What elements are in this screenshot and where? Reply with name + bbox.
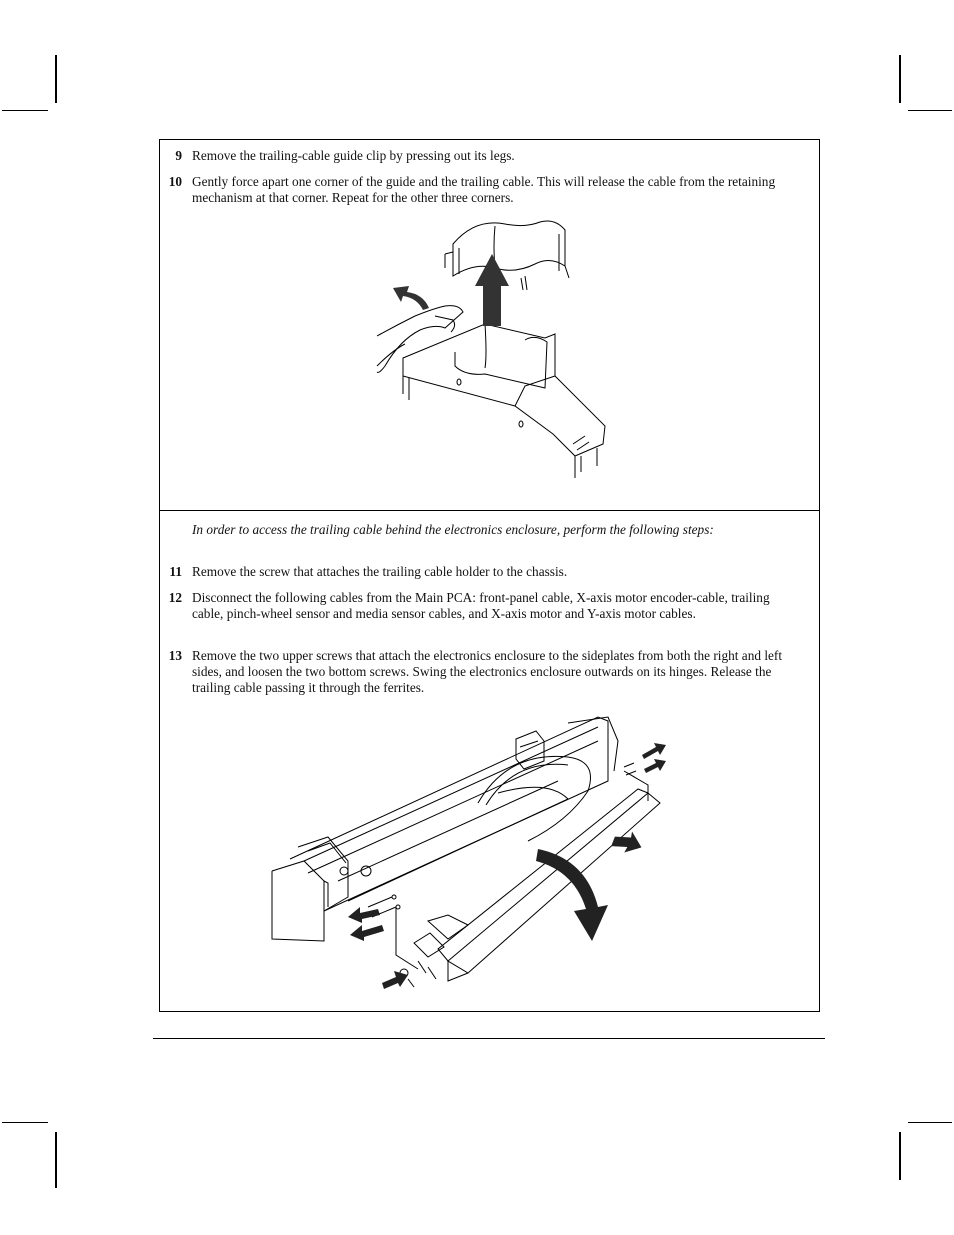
step-text: Remove the screw that attaches the trailing cable holder to the chassis. bbox=[192, 564, 568, 579]
intro-note: In order to access the trailing cable behind the electronics enclosure, perform the following steps: bbox=[192, 522, 714, 537]
step-text: Remove the two upper screws that attach the electronics enclosure to the sideplates from both the right and left sides, and loosen the two bottom screws. Swing the electronics enclosure outwards on its hinges. Release the trailing cable passing it through the ferrites. bbox=[192, 648, 783, 695]
step-number: 12 bbox=[168, 590, 182, 605]
crop-mark-bottom-left-vertical bbox=[55, 1132, 57, 1188]
procedure-box-2 bbox=[159, 510, 820, 1012]
step-text: Remove the trailing-cable guide clip by pressing out its legs. bbox=[192, 148, 515, 163]
crop-mark-bottom-right-vertical bbox=[899, 1132, 901, 1180]
crop-mark-bottom-right-horizontal bbox=[908, 1122, 952, 1123]
step-number: 11 bbox=[169, 564, 182, 579]
step-text: Gently force apart one corner of the guide and the trailing cable. This will release the cable from the retaining mechanism at that corner. Repeat for the other three corners. bbox=[192, 174, 776, 205]
step-number: 13 bbox=[168, 648, 182, 663]
procedure-box-1 bbox=[159, 139, 820, 511]
crop-mark-top-left-vertical bbox=[55, 55, 57, 103]
step-number: 9 bbox=[175, 148, 182, 163]
guide-clip-removal-illustration bbox=[375, 216, 615, 496]
crop-mark-top-right-vertical bbox=[899, 55, 901, 103]
crop-mark-bottom-left-horizontal bbox=[2, 1122, 48, 1123]
step-number: 10 bbox=[168, 174, 182, 189]
footer-rule bbox=[153, 1038, 825, 1039]
crop-mark-top-right-horizontal bbox=[908, 110, 952, 111]
step-text: Disconnect the following cables from the Main PCA: front-panel cable, X-axis motor encoder-cable, trailing cable, pinch-wheel sensor and media sensor cables, and X-axis motor and Y-axis motor cables. bbox=[192, 590, 770, 621]
electronics-enclosure-illustration bbox=[268, 711, 680, 1001]
crop-mark-top-left-horizontal bbox=[2, 110, 48, 111]
